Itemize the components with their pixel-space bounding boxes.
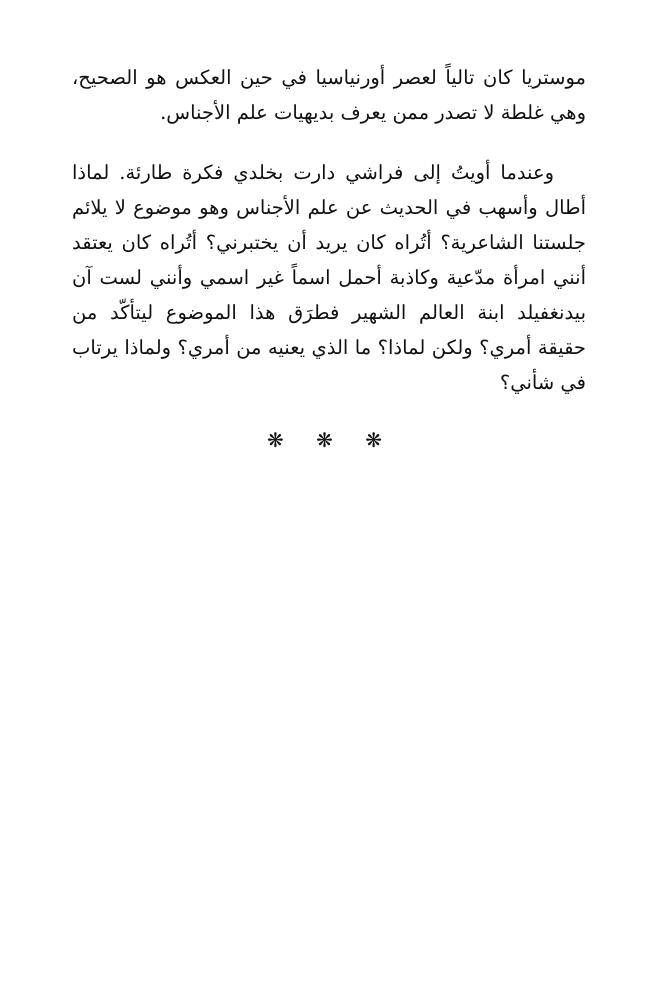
paragraph-1: موستريا كان تالياً لعصر أورنياسيا في حين العكس هو الصحيح، وهي غلطة لا تصدر ممن يعرف بديهيات علم الأجناس. <box>72 66 586 124</box>
paragraph-2: وعندما أويتُ إلى فراشي دارت بخلدي فكرة طارئة. لماذا أطال وأسهب في الحديث عن علم الأجناس وهو موضوع لا يلائم جلستنا الشاعرية؟ أتُراه كان يريد أن يختبرني؟ أتُراه كان يعتقد أنني امرأة مدّعية وكاذبة أحمل اسماً غير اسمي وأنني لست آن بيدنغفيلد ابنة العالم الشهير فطرَق هذا الموضوع ليتأكّد من حقيقة أمري؟ ولكن لماذا؟ ما الذي يعنيه من أمري؟ ولماذا يرتاب في شأني؟ <box>72 161 586 394</box>
section-separator: ❋ ❋ ❋ <box>267 428 384 452</box>
